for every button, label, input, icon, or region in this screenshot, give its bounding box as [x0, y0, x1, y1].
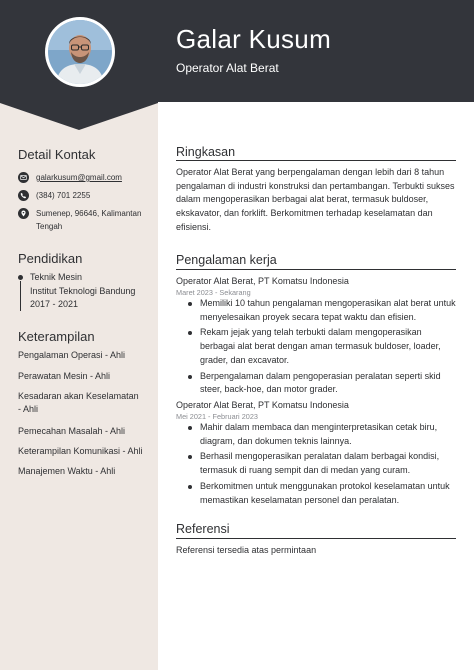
references-text: Referensi tersedia atas permintaan [176, 545, 317, 555]
education-years: 2017 - 2021 [30, 299, 79, 309]
job-bullet: Mahir dalam membaca dan menginterpretasikan cetak biru, diagram, dan dokumen teknis lainnya. [186, 421, 458, 448]
job-bullet: Berkomitmen untuk menggunakan protokol keselamatan untuk memastikan keselamatan personel dan peralatan. [186, 480, 458, 507]
timeline-dot [18, 275, 23, 280]
job-date: Mei 2021 - Februari 2023 [176, 412, 258, 421]
section-divider [176, 160, 456, 161]
candidate-title: Operator Alat Berat [176, 61, 279, 75]
skill-item: Perawatan Mesin - Ahli [18, 371, 111, 381]
education-degree: Teknik Mesin [30, 272, 83, 282]
section-divider [176, 538, 456, 539]
contact-email-row [18, 171, 148, 184]
skills-heading: Keterampilan [18, 329, 95, 344]
skill-item: Kesadaran akan Keselamatan - Ahli [18, 391, 139, 414]
timeline-line [20, 281, 21, 311]
skill-item: Pengalaman Operasi - Ahli [18, 350, 126, 360]
experience-heading: Pengalaman kerja [176, 253, 277, 267]
location-pin-icon [18, 208, 29, 219]
job-title: Operator Alat Berat, PT Komatsu Indonesia [176, 400, 349, 410]
bullet-dot [188, 455, 192, 459]
job-bullet: Memiliki 10 tahun pengalaman mengoperasikan alat berat untuk menyelesaikan proyek secara tepat waktu dan efisien. [186, 297, 458, 324]
job-title: Operator Alat Berat, PT Komatsu Indonesia [176, 276, 349, 286]
job-bullet: Berhasil mengoperasikan peralatan dalam berbagai kondisi, termasuk di ruang sempit dan di medan yang curam. [186, 450, 458, 477]
contact-address-row [18, 207, 148, 233]
job-bullet-list [186, 421, 458, 509]
references-heading: Referensi [176, 522, 230, 536]
candidate-name: Galar Kusum [176, 24, 332, 54]
contact-email-link[interactable]: galarkusum@gmail.com [36, 173, 122, 182]
contact-phone: (384) 701 2255 [36, 191, 91, 200]
contact-phone-row [18, 189, 148, 202]
phone-icon [18, 190, 29, 201]
avatar [45, 17, 115, 87]
job-bullet: Berpengalaman dalam pengoperasian peralatan seperti skid steer, back-hoe, dan motor grader. [186, 370, 458, 397]
contact-address: Sumenep, 96646, Kalimantan Tengah [36, 209, 142, 231]
resume-sidebar [0, 102, 158, 670]
skill-item: Manajemen Waktu - Ahli [18, 466, 116, 476]
bullet-dot [188, 426, 192, 430]
education-school: Institut Teknologi Bandung [30, 286, 136, 296]
bullet-dot [188, 375, 192, 379]
job-bullet: Rekam jejak yang telah terbukti dalam mengoperasikan berbagai alat berat dengan aman termasuk buldoser, loader, grader, dan excavator. [186, 326, 458, 367]
job-date: Maret 2023 - Sekarang [176, 288, 251, 297]
skill-item: Pemecahan Masalah - Ahli [18, 426, 126, 436]
bullet-dot [188, 485, 192, 489]
bullet-dot [188, 302, 192, 306]
skill-item: Keterampilan Komunikasi - Ahli [18, 446, 143, 456]
section-divider [176, 269, 456, 270]
contact-heading: Detail Kontak [18, 147, 96, 162]
profile-photo-icon [48, 20, 112, 84]
header-chevron-shape [0, 101, 158, 131]
summary-heading: Ringkasan [176, 145, 236, 159]
job-bullet-list [186, 297, 458, 399]
mail-icon [18, 172, 29, 183]
education-heading: Pendidikan [18, 251, 83, 266]
summary-text: Operator Alat Berat yang berpengalaman dengan lebih dari 8 tahun pengalaman di industri konstruksi dan pertambangan. Terbukti sukses dalam mengoperasikan berbagai alat berat, termasuk buldoser, ekskavator, dan forklift. Berkomitmen terhadap keselamatan dan efisiensi. [176, 167, 455, 232]
bullet-dot [188, 331, 192, 335]
